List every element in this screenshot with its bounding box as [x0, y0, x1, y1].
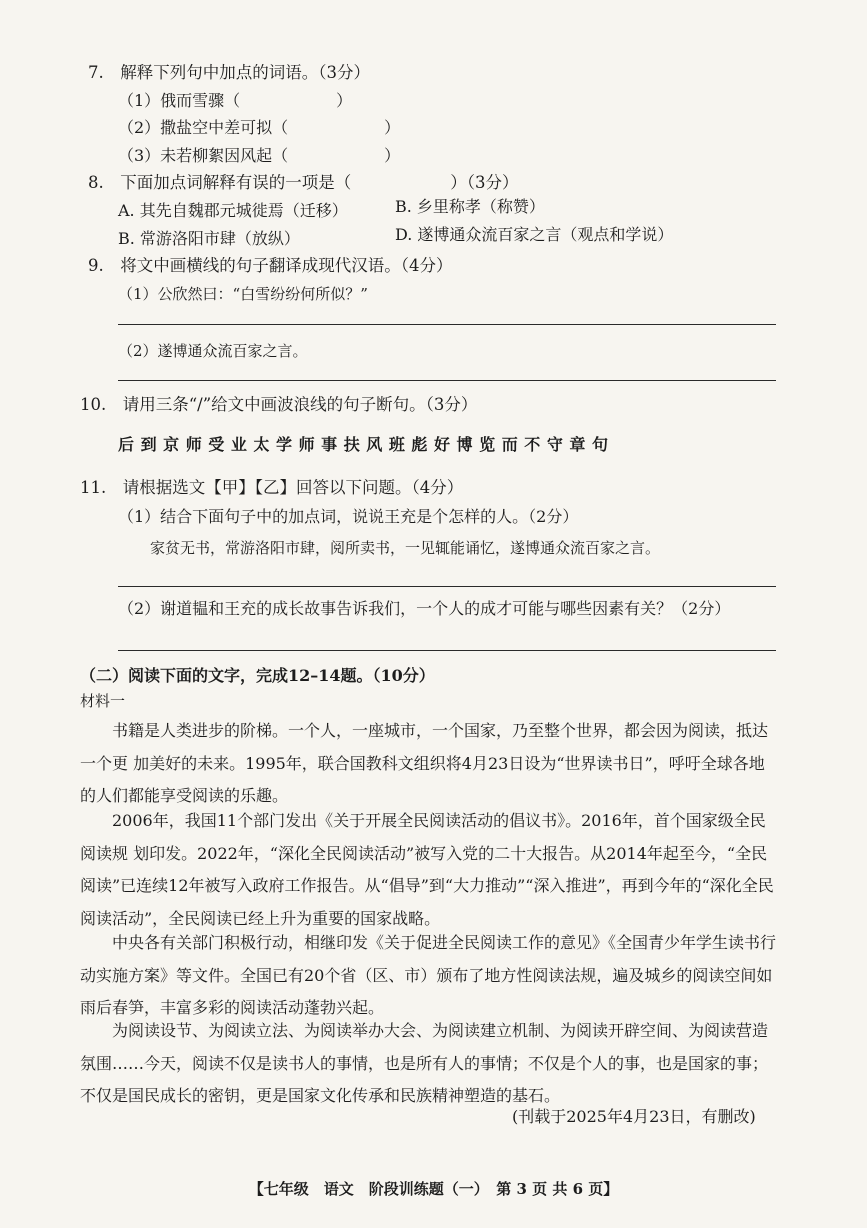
q9-title: 9. 将文中画横线的句子翻译成现代汉语。（4分）	[88, 256, 453, 275]
answer-line	[118, 650, 776, 651]
q7-item-1: （1）俄而雪骤（ ）	[118, 91, 353, 110]
q11-sub1: （1）结合下面句子中的加点词，说说王充是个怎样的人。（2分）	[118, 507, 579, 526]
page-footer: 【七年级 语文 阶段训练题（一） 第 3 页 共 6 页】	[248, 1180, 619, 1198]
q7-title: 7. 解释下列句中加点的词语。（3分）	[88, 63, 370, 82]
material-label: 材料一	[80, 692, 126, 710]
answer-line	[118, 380, 776, 381]
paragraph: 为阅读设节、为阅读立法、为阅读举办大会、为阅读建立机制、为阅读开辟空间、为阅读营造氛围……今天，阅读不仅是读书人的事情，也是所有人的事情；不仅是个人的事，也是国家的事；不仅是国民成长的密钥，更是国家文化传承和民族精神塑造的基石。	[80, 1021, 769, 1105]
q9-sentence-1: （1）公欣然曰：“白雪纷纷何所似？”	[118, 285, 368, 303]
q7-item-2: （2）撒盐空中差可拟（ ）	[118, 118, 401, 137]
source-note: (刊载于2025年4月23日，有删改)	[512, 1107, 756, 1126]
paragraph: 中央各有关部门积极行动，相继印发《关于促进全民阅读工作的意见》《全国青少年学生读书行动实施方案》等文件。全国已有20个省（区、市）颁布了地方性阅读法规，遍及城乡的阅读空间如雨后春笋，丰富多彩的阅读活动蓬勃兴起。	[80, 933, 777, 1017]
q8-title: 8. 下面加点词解释有误的一项是（ ）（3分）	[88, 173, 519, 192]
q10-title: 10. 请用三条“/”给文中画波浪线的句子断句。（3分）	[80, 395, 478, 414]
q8-option-b2: B. 常游洛阳市肆（放纵）	[118, 229, 300, 248]
q8-option-b: B. 乡里称孝（称赞）	[395, 197, 545, 216]
q11-sub2: （2）谢道韫和王充的成长故事告诉我们，一个人的成才可能与哪些因素有关？（2分）	[118, 599, 731, 618]
q7-item-3: （3）未若柳絮因风起（ ）	[118, 146, 401, 165]
answer-line	[118, 586, 776, 587]
q8-option-a: A. 其先自魏郡元城徙焉（迁移）	[118, 201, 348, 220]
q11-quote: 家贫无书，常游洛阳市肆，阅所卖书，一见辄能诵忆，遂博通众流百家之言。	[150, 539, 661, 557]
q8-option-d: D. 遂博通众流百家之言（观点和学说）	[395, 225, 674, 244]
answer-line	[118, 324, 776, 325]
q10-passage: 后 到 京 师 受 业 太 学 师 事 扶 风 班 彪 好 博 览 而 不 守 章 句	[118, 435, 609, 454]
paragraph: 2006年，我国11个部门发出《关于开展全民阅读活动的倡议书》。2016年，首个国家级全民阅读规 划印发。2022年，“深化全民阅读活动”被写入党的二十大报告。从2014年起至今，“全民阅读”已连续12年被写入政府工作报告。从“倡导”到“大力推动”“深入推进”，再到今年的“深化全民阅读活动”，全民阅读已经上升为重要的国家战略。	[80, 811, 774, 928]
section-heading: （二）阅读下面的文字，完成12–14题。（10分）	[80, 666, 435, 685]
paragraph: 书籍是人类进步的阶梯。一个人，一座城市，一个国家，乃至整个世界，都会因为阅读，抵达一个更 加美好的未来。1995年，联合国教科文组织将4月23日设为“世界读书日”，呼吁全球各地的人们都能享受阅读的乐趣。	[80, 721, 769, 805]
q11-title: 11. 请根据选文【甲】【乙】回答以下问题。（4分）	[80, 478, 464, 497]
q9-sentence-2: （2）遂博通众流百家之言。	[118, 342, 308, 360]
